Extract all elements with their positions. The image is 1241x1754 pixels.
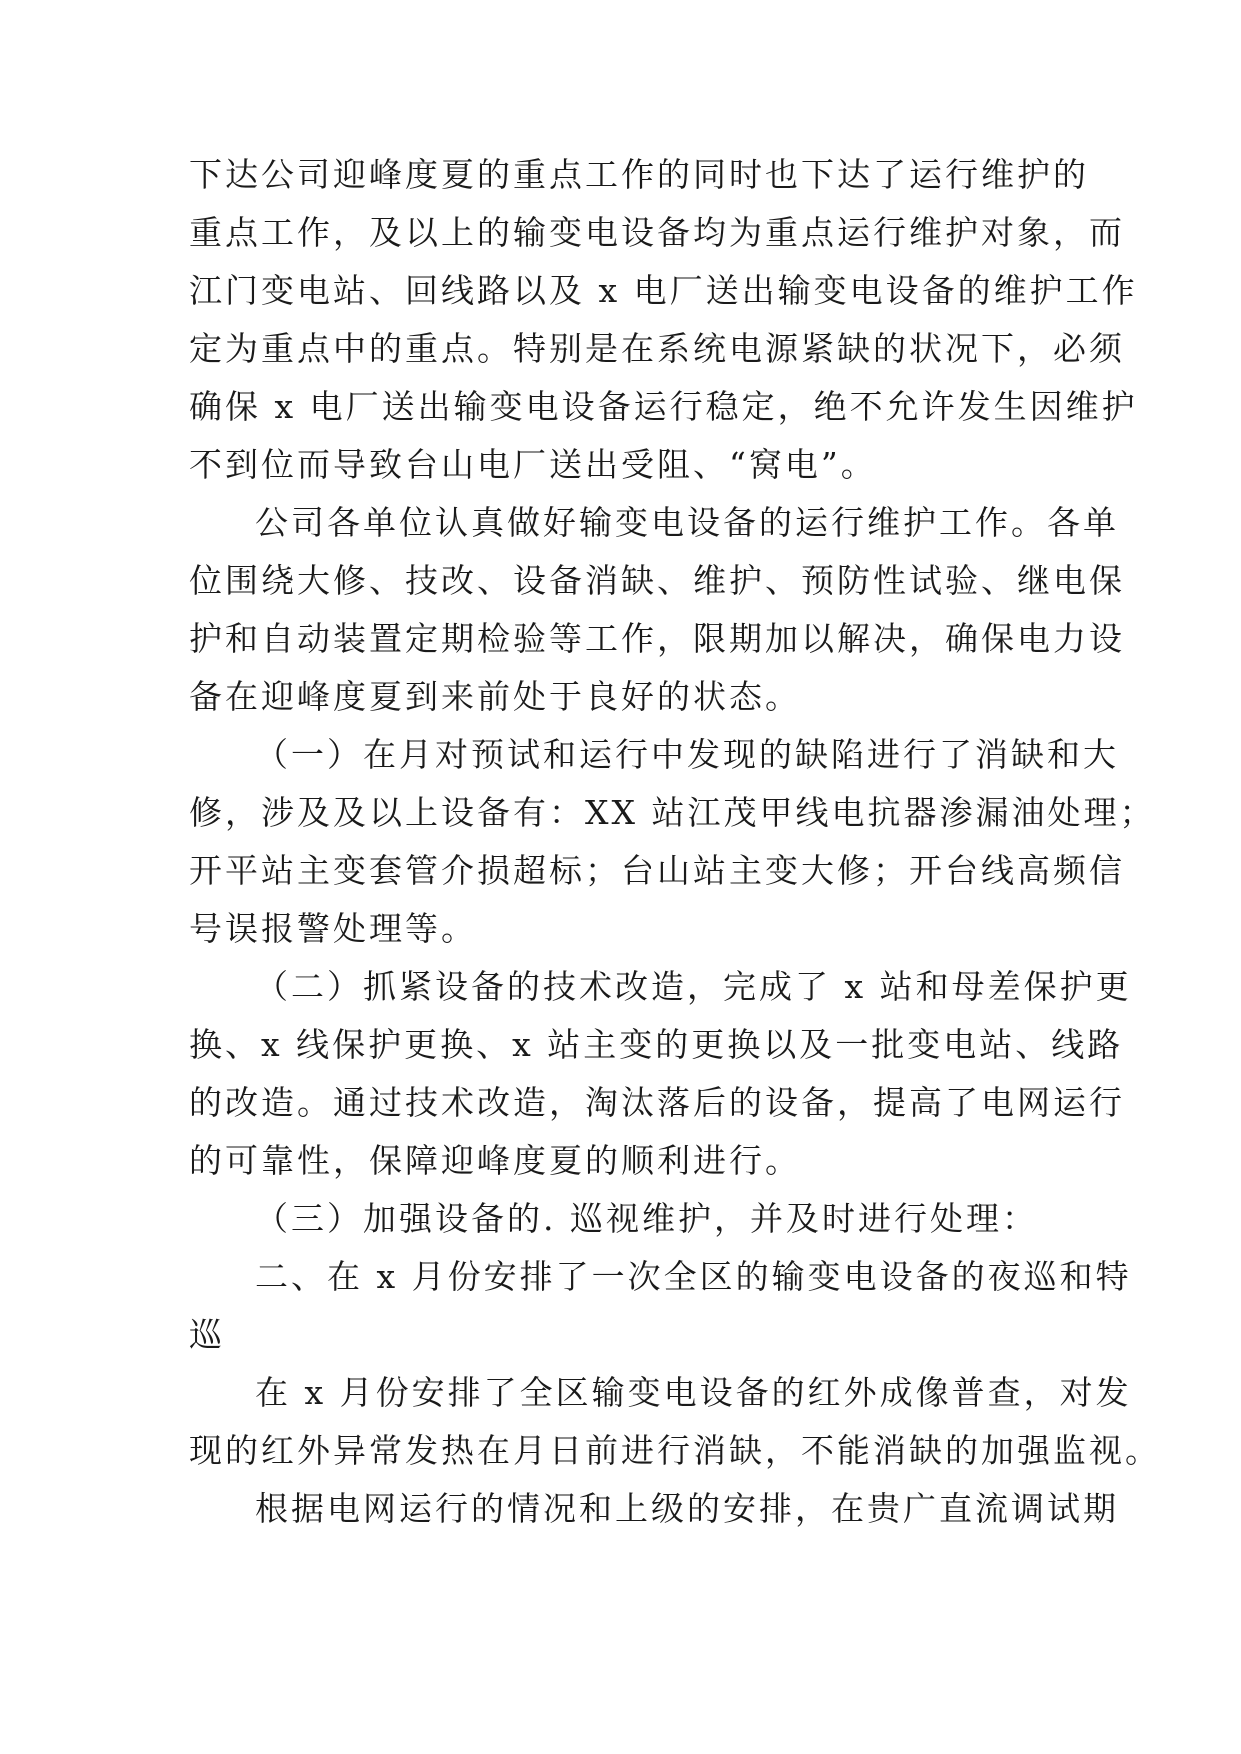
paragraph-start-line: 公司各单位认真做好输变电设备的运行维护工作。各单	[255, 503, 1119, 542]
text-line: 开平站主变套管介损超标；台山站主变大修；开台线高频信	[189, 851, 1125, 890]
text-line: 江门变电站、回线路以及 x 电厂送出输变电设备的维护工作	[189, 271, 1138, 310]
paragraph-start-line: 根据电网运行的情况和上级的安排，在贵广直流调试期	[255, 1489, 1119, 1528]
text-line: 备在迎峰度夏到来前处于良好的状态。	[189, 677, 801, 716]
paragraph-start-line: 在 x 月份安排了全区输变电设备的红外成像普查，对发	[255, 1373, 1132, 1412]
text-line: 不到位而导致台山电厂送出受阻、“窝电”。	[189, 445, 877, 484]
text-line: 位围绕大修、技改、设备消缺、维护、预防性试验、继电保	[189, 561, 1125, 600]
text-line: 重点工作，及以上的输变电设备均为重点运行维护对象，而	[189, 213, 1125, 252]
text-line: 的改造。通过技术改造，淘汰落后的设备，提高了电网运行	[189, 1083, 1125, 1122]
text-line: 确保 x 电厂送出输变电设备运行稳定，绝不允许发生因维护	[189, 387, 1138, 426]
text-line: 定为重点中的重点。特别是在系统电源紧缺的状况下，必须	[189, 329, 1125, 368]
section-heading-line: 二、在 x 月份安排了一次全区的输变电设备的夜巡和特	[255, 1257, 1132, 1296]
section-heading-line: 巡	[189, 1315, 225, 1354]
text-line: 护和自动装置定期检验等工作，限期加以解决，确保电力设	[189, 619, 1125, 658]
document-body	[189, 155, 1161, 1547]
text-line: 换、x 线保护更换、x 站主变的更换以及一批变电站、线路	[189, 1025, 1124, 1064]
paragraph-start-line: （一）在月对预试和运行中发现的缺陷进行了消缺和大	[255, 735, 1119, 774]
text-line: 号误报警处理等。	[189, 909, 477, 948]
text-line: 修，涉及及以上设备有：XX 站江茂甲线电抗器渗漏油处理；	[189, 793, 1156, 832]
paragraph-start-line: （三）加强设备的. 巡视维护，并及时进行处理：	[255, 1199, 1038, 1238]
text-line: 现的红外异常发热在月日前进行消缺，不能消缺的加强监视。	[189, 1431, 1161, 1470]
paragraph-start-line: （二）抓紧设备的技术改造，完成了 x 站和母差保护更	[255, 967, 1132, 1006]
text-line: 下达公司迎峰度夏的重点工作的同时也下达了运行维护的	[189, 155, 1089, 194]
text-line: 的可靠性，保障迎峰度夏的顺利进行。	[189, 1141, 801, 1180]
